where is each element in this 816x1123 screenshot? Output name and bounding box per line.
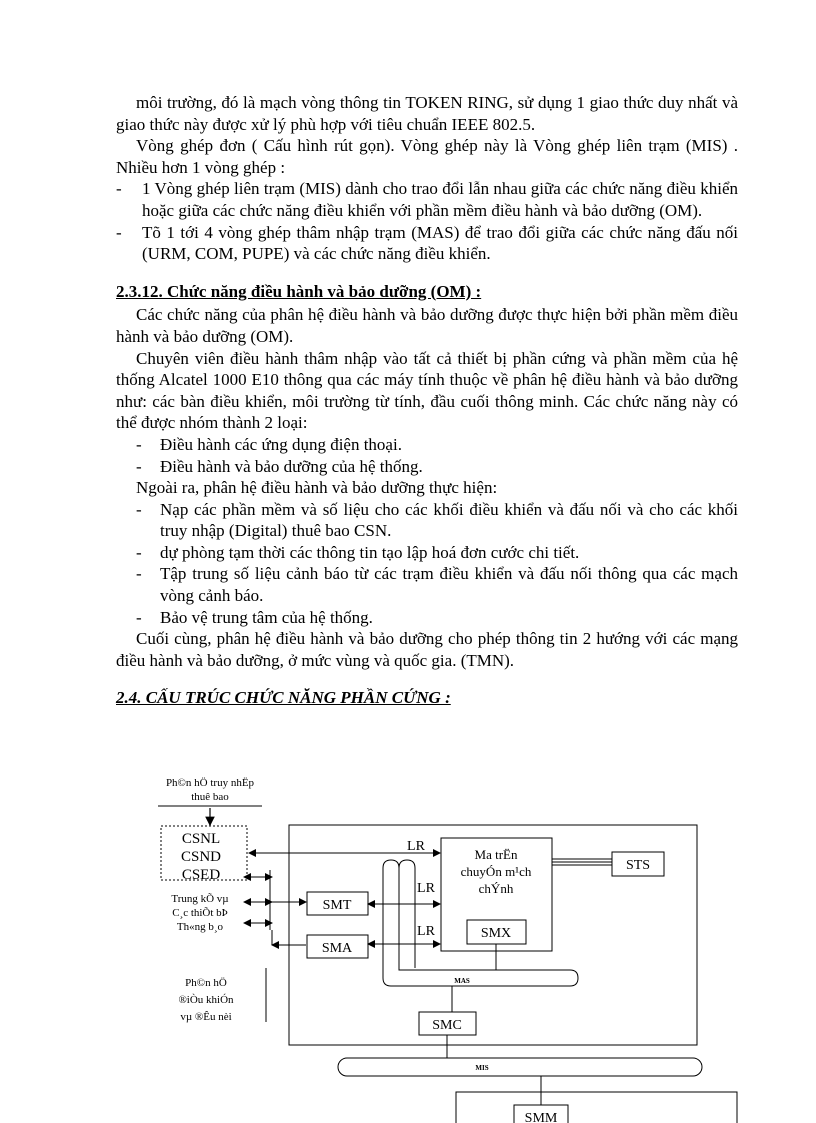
heading-hardware: 2.4. CẤU TRÚC CHỨC NĂNG PHẦN CỨNG :: [116, 688, 451, 708]
list-om-extra: [116, 499, 738, 629]
mis-label: MIS: [475, 1064, 489, 1072]
sts-label: STS: [625, 858, 651, 873]
csed-label: CSED: [181, 867, 221, 883]
label-access-2: thuê bao: [191, 791, 229, 803]
lr-label-smt: LR: [417, 881, 435, 896]
matrix-label-2: chuyÓn m¹ch: [460, 864, 532, 879]
support-label-1: Trung kÕ vµ: [171, 893, 229, 905]
matrix-label-1: Ma trËn: [474, 847, 518, 862]
list-item: - Nạp các phần mềm và số liệu cho các khối điều khiển và đấu nối và cho các khối truy nhập (Digital) thuê bao CSN.: [136, 499, 738, 541]
list-item: - 1 Vòng ghép liên trạm (MIS) dành cho trao đổi lẫn nhau giữa các chức năng điều khiển hoặc giữa các chức năng điều khiển với phần mềm điều hành và bảo dưỡng (OM).: [116, 179, 738, 220]
list-rings: [116, 178, 738, 264]
paragraph-om-2: Chuyên viên điều hành thâm nhập vào tất cả thiết bị phần cứng và phần mềm của hệ thống Alcatel 1000 E10 thông qua các máy tính thuộc về phân hệ điều hành và bảo dưỡng như: các bàn điều khiển, môi trường từ tính, đầu cuối thông minh. Các chức năng này có thể được nhóm thành 2 loại:: [116, 348, 738, 433]
support-label-3: Th«ng b¸o: [176, 921, 224, 933]
support-label-2: C¸c thiÕt bÞ: [172, 907, 228, 919]
list-item: - Tập trung số liệu cảnh báo từ các trạm điều khiển và đấu nối thông qua các mạch vòng cảnh báo.: [136, 564, 738, 606]
csnd-label: CSND: [180, 849, 222, 865]
paragraph-single-ring: Vòng ghép đơn ( Cấu hình rút gọn). Vòng ghép này là Vòng ghép liên trạm (MIS) . Nhiều hơn 1 vòng ghép :: [116, 136, 738, 177]
control-label-3: vµ ®Êu nèi: [180, 1011, 232, 1023]
paragraph-om-final: Cuối cùng, phân hệ điều hành và bảo dưỡng cho phép thông tin 2 hướng với các mạng điều hành và bảo dưỡng, ở mức vùng và quốc gia. (TMN).: [116, 629, 738, 670]
smc-label: SMC: [432, 1018, 462, 1033]
hardware-diagram: [0, 730, 816, 1123]
smm-label: SMM: [524, 1111, 558, 1123]
paragraph-om-1: Các chức năng của phân hệ điều hành và bảo dưỡng được thực hiện bởi phần mềm điều hành và bảo dưỡng (OM).: [116, 305, 738, 346]
list-item: - Bảo vệ trung tâm của hệ thống.: [136, 607, 373, 627]
label-access-1: Ph©n hÖ truy nhËp: [165, 777, 255, 789]
smt-label: SMT: [322, 898, 352, 913]
list-item: - Điều hành các ứng dụng điện thoại.: [136, 434, 402, 454]
paragraph-om-extra-intro: Ngoài ra, phân hệ điều hành và bảo dưỡng thực hiện:: [136, 478, 498, 498]
mas-label: MAS: [454, 977, 470, 985]
list-item: - Tõ 1 tới 4 vòng ghép thâm nhập trạm (MAS) để trao đổi giữa các chức năng đấu nối (URM, COM, PUPE) và các chức năng điều khiển.: [116, 222, 738, 264]
csnl-label: CSNL: [181, 831, 221, 847]
body-text: [116, 92, 738, 709]
smx-label: SMX: [480, 926, 512, 941]
om-frame: [456, 1092, 737, 1123]
list-item: - Điều hành và bảo dưỡng của hệ thống.: [136, 456, 423, 476]
sma-label: SMA: [321, 941, 353, 956]
mis-ring: [338, 1058, 702, 1076]
control-label-2: ®iÒu khiÓn: [178, 994, 234, 1006]
lr-label-sma: LR: [417, 924, 435, 939]
lr-label-top: LR: [407, 839, 425, 854]
paragraph-token-ring: môi trường, đó là mạch vòng thông tin TOKEN RING, sử dụng 1 giao thức duy nhất và giao thức này được xử lý phù hợp với tiêu chuẩn IEEE 802.5.: [116, 93, 738, 134]
list-om-types: [116, 434, 738, 477]
list-item: - dự phòng tạm thời các thông tin tạo lập hoá đơn cước chi tiết.: [136, 542, 580, 562]
matrix-label-3: chÝnh: [478, 881, 514, 896]
heading-om: 2.3.12. Chức năng điều hành và bảo dưỡng (OM) :: [116, 281, 482, 301]
control-label-1: Ph©n hÖ: [185, 977, 227, 989]
